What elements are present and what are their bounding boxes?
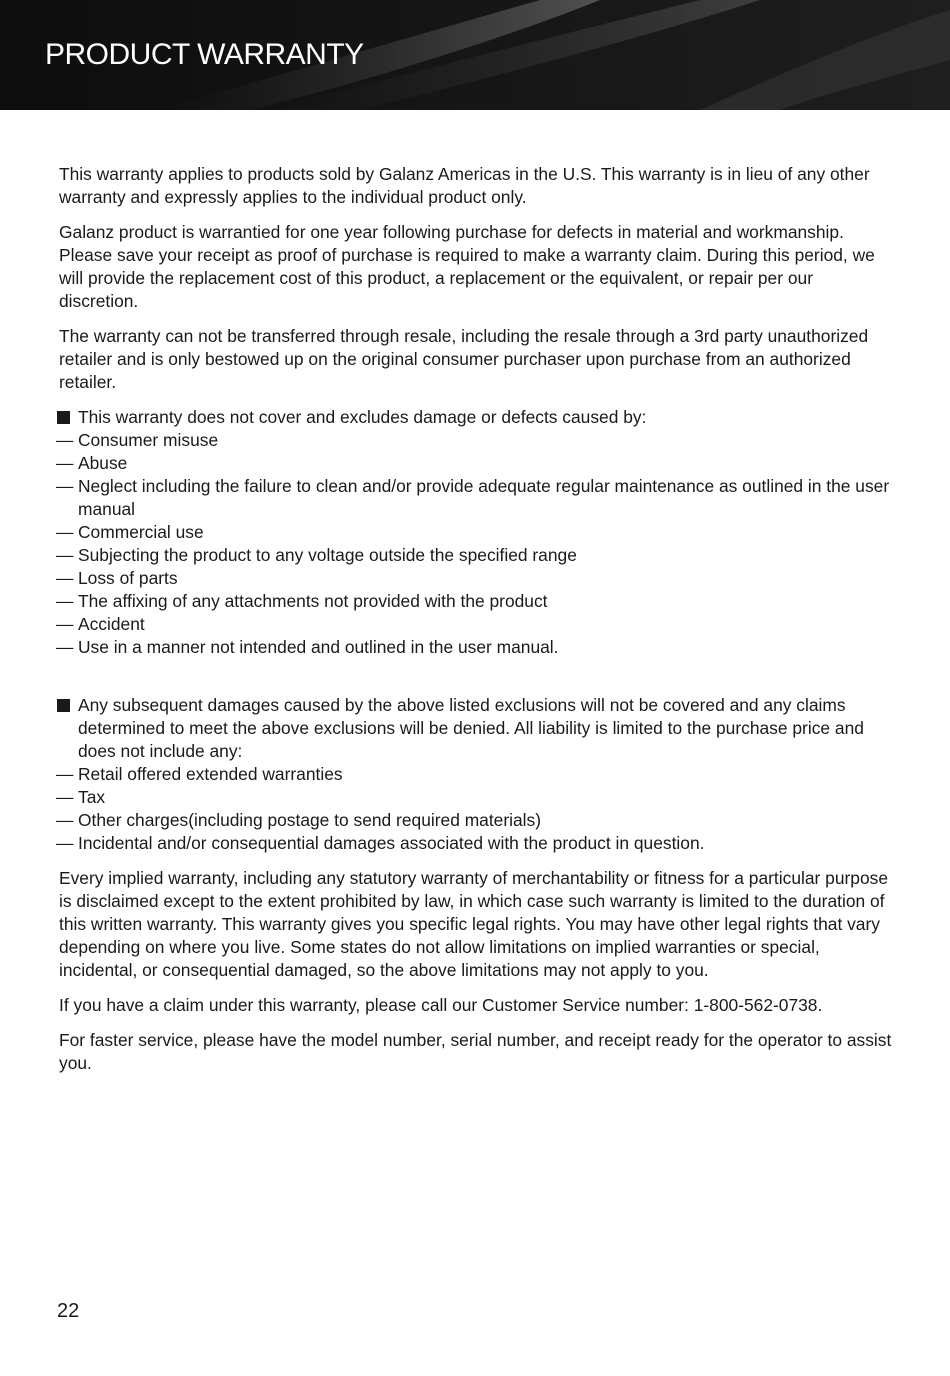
dash-bullet-icon: — <box>56 522 74 542</box>
paragraph-customer-service: If you have a claim under this warranty, please call our Customer Service number: 1-800-562-0738. <box>59 995 823 1015</box>
list-item: — Use in a manner not intended and outlined in the user manual. <box>56 637 559 657</box>
warranty-content <box>56 163 893 1087</box>
paragraph-scope: This warranty applies to products sold by Galanz Americas in the U.S. This warranty is in lieu of any other warranty and expressly applies to the individual product only. <box>59 164 870 207</box>
list-item: — Subjecting the product to any voltage outside the specified range <box>56 545 577 565</box>
dash-bullet-icon: — <box>56 453 74 473</box>
list-item: — Retail offered extended warranties <box>56 764 343 784</box>
dash-bullet-icon: — <box>56 545 74 565</box>
dash-bullet-icon: — <box>56 764 74 784</box>
liability-list <box>56 763 893 855</box>
liability-heading <box>59 694 893 763</box>
dash-bullet-icon: — <box>56 591 74 611</box>
paragraph-coverage: Galanz product is warrantied for one year following purchase for defects in material and workmanship. Please save your receipt as proof of purchase is required to make a warranty claim. During this period, we will provide the replacement cost of this product, a replacement or the equivalent, or repair per our discretion. <box>59 222 875 311</box>
list-item: — Tax <box>56 787 106 807</box>
list-item: — Consumer misuse <box>56 430 219 450</box>
paragraph-implied-warranty: Every implied warranty, including any statutory warranty of merchantability or fitness for a particular purpose is disclaimed except to the extent prohibited by law, in which case such warranty is limited to the duration of this written warranty. This warranty gives you specific legal rights. You may have other legal rights that vary depending on where you live. Some states do not allow limitations on implied warranties or special, incidental, or consequential damaged, so the above limitations may not apply to you. <box>59 868 888 980</box>
page-header-banner <box>0 0 950 110</box>
dash-bullet-icon: — <box>56 476 74 496</box>
list-item: — Neglect including the failure to clean and/or provide adequate regular maintenance as outlined in the user manual <box>56 476 890 519</box>
exclusions-list <box>56 429 893 659</box>
dash-bullet-icon: — <box>56 787 74 807</box>
dash-bullet-icon: — <box>56 614 74 634</box>
page-number: 22 <box>57 1300 80 1322</box>
dash-bullet-icon: — <box>56 568 74 588</box>
page-title: PRODUCT WARRANTY <box>45 38 364 71</box>
list-item: — Abuse <box>56 453 128 473</box>
square-bullet-icon <box>57 699 70 712</box>
list-item: — Other charges(including postage to send required materials) <box>56 810 542 830</box>
list-item: — Incidental and/or consequential damages associated with the product in question. <box>56 833 705 853</box>
liability-heading-text: Any subsequent damages caused by the above listed exclusions will not be covered and any claims determined to meet the above exclusions will be denied. All liability is limited to the purchase price and does not include any: <box>78 695 864 761</box>
square-bullet-icon <box>57 411 70 424</box>
dash-bullet-icon: — <box>56 810 74 830</box>
list-item: — The affixing of any attachments not provided with the product <box>56 591 548 611</box>
exclusions-heading <box>59 406 893 429</box>
exclusions-heading-text: This warranty does not cover and excludes damage or defects caused by: <box>78 407 647 427</box>
paragraph-faster-service: For faster service, please have the model number, serial number, and receipt ready for the operator to assist you. <box>59 1030 892 1073</box>
list-item: — Accident <box>56 614 145 634</box>
dash-bullet-icon: — <box>56 430 74 450</box>
list-item: — Commercial use <box>56 522 204 542</box>
paragraph-transfer: The warranty can not be transferred through resale, including the resale through a 3rd party unauthorized retailer and is only bestowed up on the original consumer purchaser upon purchase from an authorized retailer. <box>59 326 869 392</box>
dash-bullet-icon: — <box>56 833 74 853</box>
list-item: — Loss of parts <box>56 568 178 588</box>
dash-bullet-icon: — <box>56 637 74 657</box>
